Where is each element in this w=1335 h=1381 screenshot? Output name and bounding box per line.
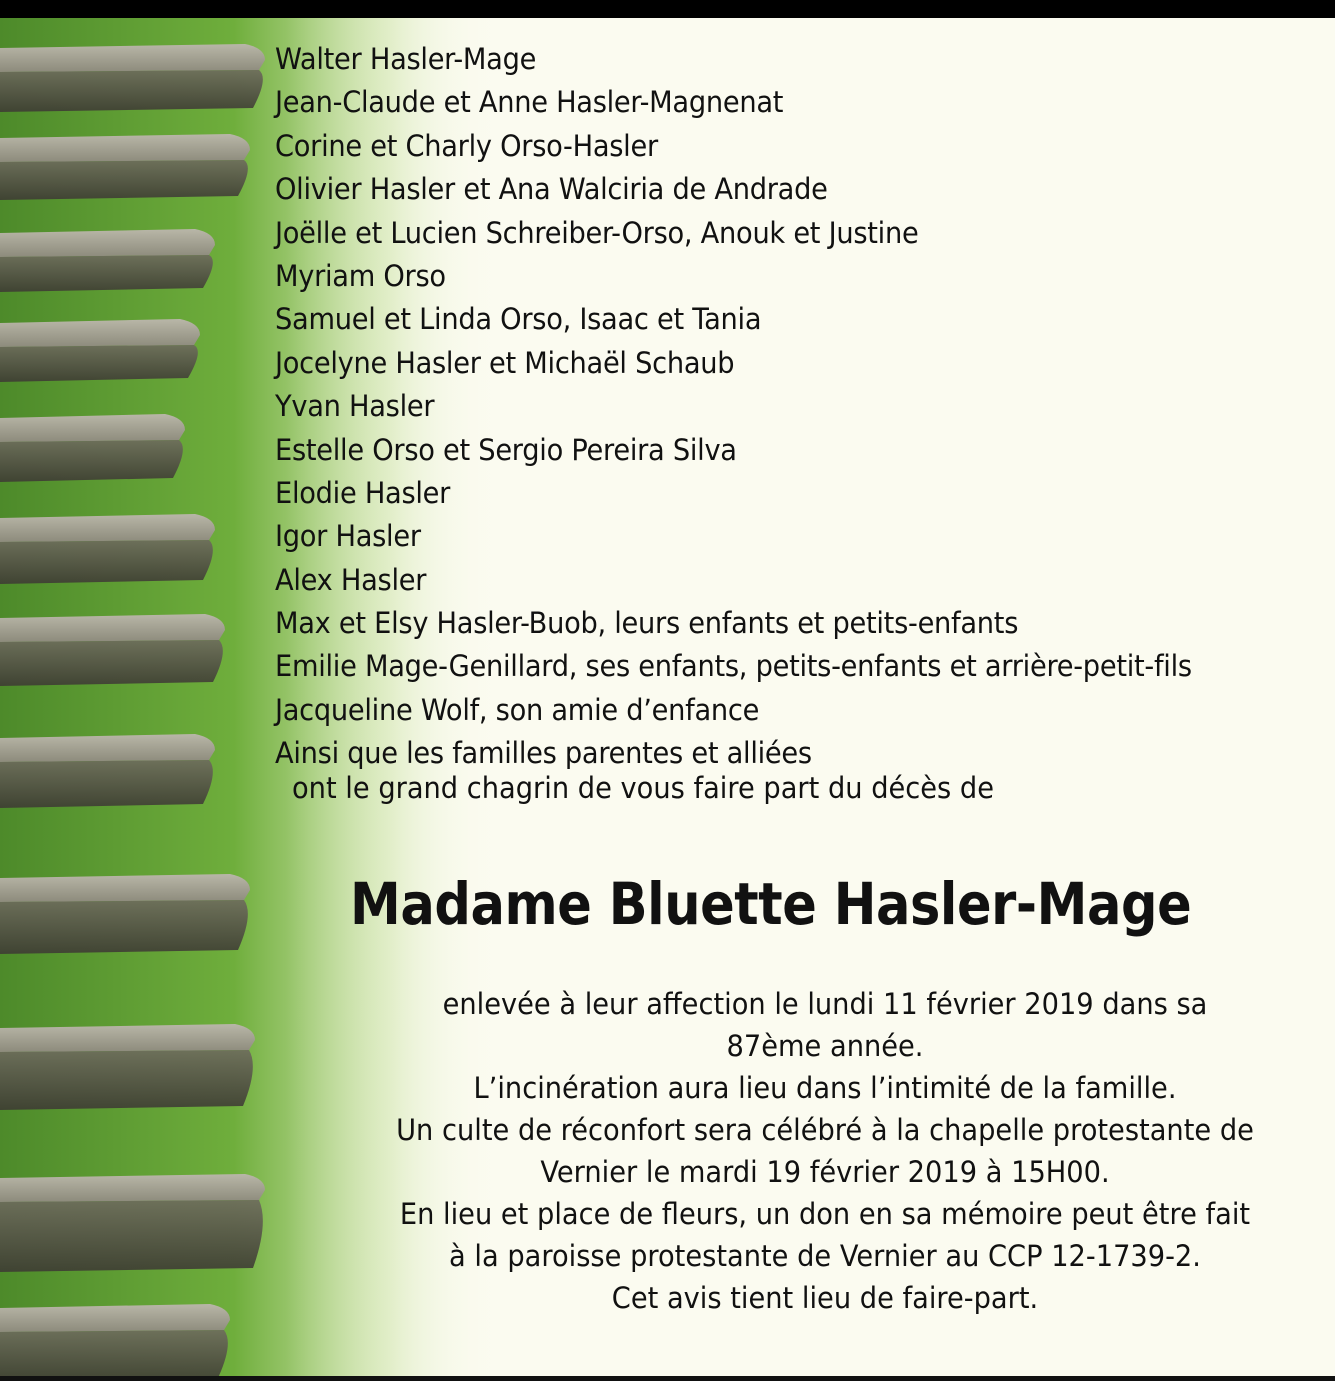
- announcement-intro: ont le grand chagrin de vous faire part du décès de: [292, 771, 994, 805]
- top-border: [0, 0, 1335, 18]
- mourner-line: Yvan Hasler: [275, 389, 435, 424]
- detail-line: à la paroisse protestante de Vernier au CCP 12-1739-2.: [449, 1239, 1201, 1273]
- mourners-list: [275, 38, 1250, 776]
- detail-line: Cet avis tient lieu de faire-part.: [611, 1281, 1039, 1315]
- detail-line: enlevée à leur affection le lundi 11 février 2019 dans sa: [442, 987, 1208, 1021]
- mourner-line: Alex Hasler: [275, 562, 427, 597]
- funeral-details: [330, 983, 1320, 1319]
- deceased-name: Madame Bluette Hasler-Mage: [350, 870, 1192, 938]
- mourner-line: Myriam Orso: [275, 258, 446, 293]
- mourner-line: Jacqueline Wolf, son amie d’enfance: [275, 692, 760, 727]
- detail-line: L’incinération aura lieu dans l’intimité de la famille.: [473, 1071, 1177, 1105]
- mourner-line: Igor Hasler: [275, 519, 421, 554]
- detail-line: 87ème année.: [726, 1029, 924, 1063]
- mourner-line: Estelle Orso et Sergio Pereira Silva: [275, 432, 737, 467]
- mourner-line: Joëlle et Lucien Schreiber-Orso, Anouk et Justine: [275, 215, 919, 250]
- mourner-line: Jean-Claude et Anne Hasler-Magnenat: [275, 85, 784, 120]
- mourner-line: Walter Hasler-Mage: [275, 42, 537, 76]
- mourner-line: Ainsi que les familles parentes et alliées: [275, 736, 812, 771]
- detail-line: Un culte de réconfort sera célébré à la chapelle protestante de: [396, 1113, 1254, 1147]
- mourner-line: Max et Elsy Hasler-Buob, leurs enfants et petits-enfants: [275, 606, 1019, 641]
- mourner-line: Emilie Mage-Genillard, ses enfants, petits-enfants et arrière-petit-fils: [275, 649, 1192, 684]
- mourner-line: Elodie Hasler: [275, 475, 451, 510]
- mourner-line: Samuel et Linda Orso, Isaac et Tania: [275, 302, 762, 337]
- mourner-line: Jocelyne Hasler et Michaël Schaub: [275, 345, 735, 380]
- detail-line: Vernier le mardi 19 février 2019 à 15H00.: [540, 1155, 1110, 1189]
- bottom-border: [0, 1376, 1335, 1381]
- mourner-line: Corine et Charly Orso-Hasler: [275, 128, 658, 163]
- mourner-line: Olivier Hasler et Ana Walciria de Andrade: [275, 172, 828, 207]
- detail-line: En lieu et place de fleurs, un don en sa mémoire peut être fait: [399, 1197, 1251, 1231]
